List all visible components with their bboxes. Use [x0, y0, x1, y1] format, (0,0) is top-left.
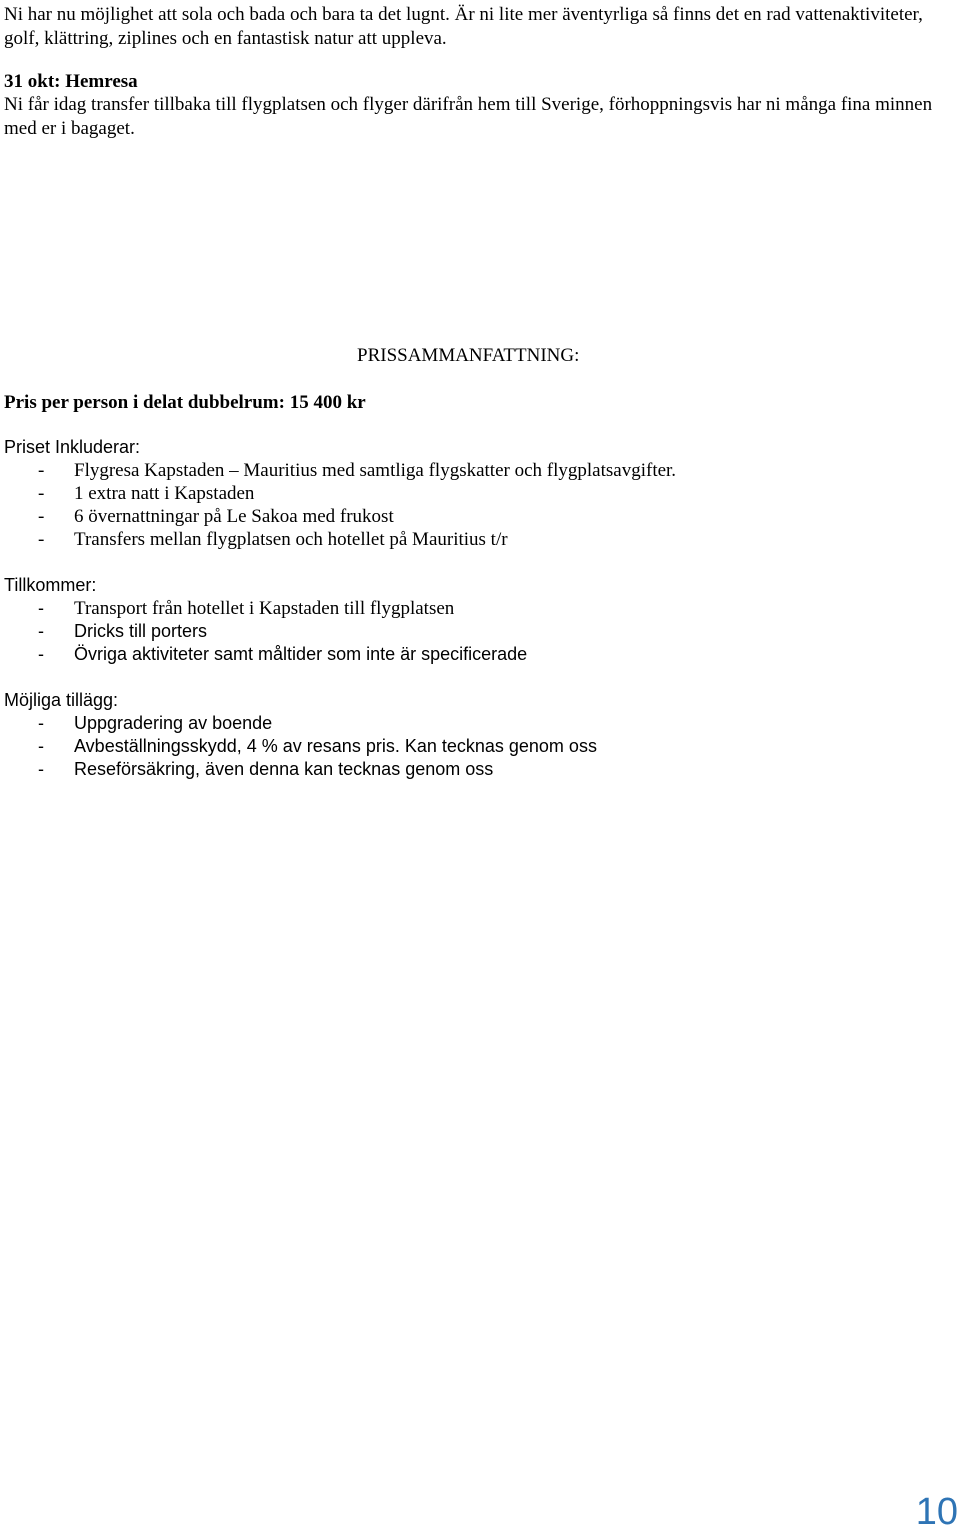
list-item-text: Övriga aktiviteter samt måltider som inte är specificerade	[74, 644, 528, 664]
bullet-dash: -	[38, 759, 44, 779]
list-item-text: 6 övernattningar på Le Sakoa med frukost	[74, 506, 394, 527]
list-item-text: Uppgradering av boende	[74, 713, 273, 733]
page-number: 10	[915, 1491, 958, 1533]
list-item-text: Transport från hotellet i Kapstaden till flygplatsen	[74, 598, 455, 619]
list-item-text: Transfers mellan flygplatsen och hotellet på Mauritius t/r	[74, 529, 508, 550]
list-item-text: Flygresa Kapstaden – Mauritius med samtliga flygskatter och flygplatsavgifter.	[74, 460, 677, 481]
price-per-person: Pris per person i delat dubbelrum: 15 400 kr	[4, 392, 366, 413]
list-item-text: Dricks till porters	[74, 621, 208, 641]
list-item-text: 1 extra natt i Kapstaden	[74, 483, 255, 504]
bullet-dash: -	[38, 460, 45, 481]
bullet-dash: -	[38, 621, 44, 641]
price-summary-heading: PRISSAMMANFATTNING:	[357, 345, 580, 366]
bullet-dash: -	[38, 713, 44, 733]
bullet-dash: -	[38, 529, 45, 550]
list-item-text: Avbeställningsskydd, 4 % av resans pris. Kan tecknas genom oss	[74, 736, 597, 756]
intro-paragraph: Ni har nu möjlighet att sola och bada och bara ta det lugnt. Är ni lite mer äventyrliga så finns det en rad vattenaktiviteter, golf, klättring, ziplines och en fantastisk natur att uppleva.	[4, 4, 923, 49]
bullet-dash: -	[38, 644, 44, 664]
bullet-dash: -	[38, 598, 44, 618]
bullet-dash: -	[38, 483, 45, 504]
bullet-dash: -	[38, 736, 44, 756]
extra-costs-title: Tillkommer:	[4, 575, 97, 595]
day-paragraph: Ni får idag transfer tillbaka till flygplatsen och flyger därifrån hem till Sverige, förhoppningsvis har ni många fina minnen med er i bagaget.	[4, 94, 933, 139]
addons-title: Möjliga tillägg:	[4, 690, 119, 710]
day-heading: 31 okt: Hemresa	[4, 71, 138, 92]
included-title: Priset Inkluderar:	[4, 437, 141, 457]
list-item-text: Reseförsäkring, även denna kan tecknas genom oss	[74, 759, 494, 779]
bullet-dash: -	[38, 506, 45, 527]
